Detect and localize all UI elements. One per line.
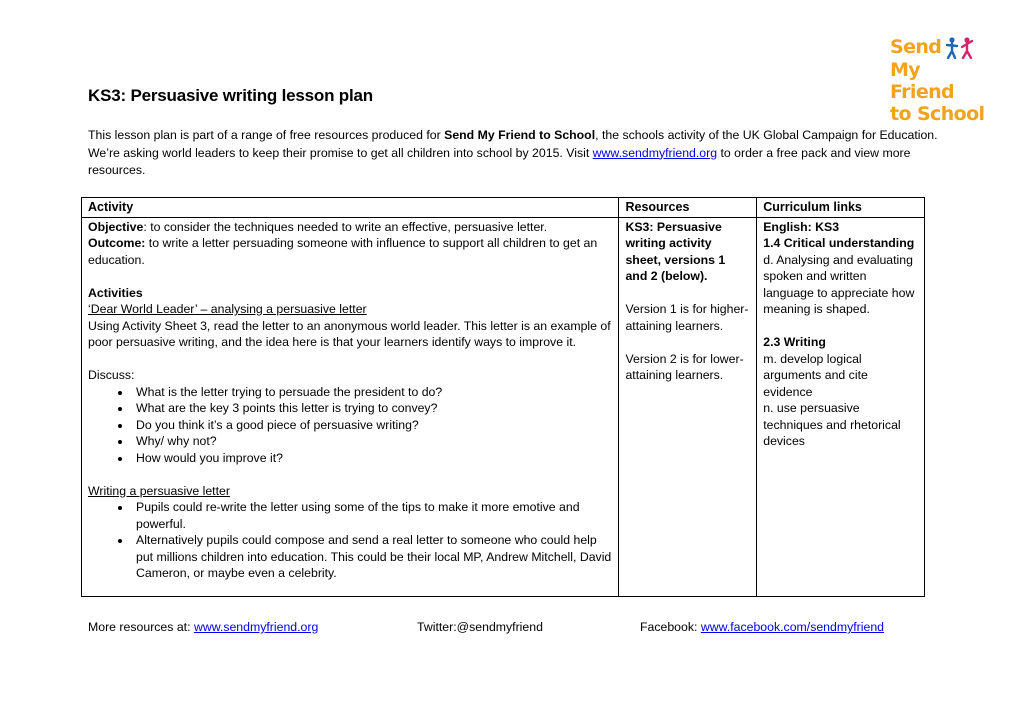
resources-cell (619, 217, 757, 597)
footer-website-link[interactable]: www.sendmyfriend.org (193, 620, 319, 634)
resources-version2: Version 2 is for lower-attaining learners. (625, 351, 744, 382)
curriculum-sub1-description: d. Analysing and evaluating spoken and written language to appreciate how meaning is shaped. (763, 252, 915, 316)
discuss-label: Discuss: (88, 368, 135, 382)
list-item: • Why/ why not? (132, 433, 612, 450)
header-activity: Activity (82, 198, 619, 218)
curriculum-sub2 (763, 334, 918, 351)
resources-main (625, 219, 750, 285)
send-my-friend-logo (890, 36, 990, 125)
intro-text-3: to order a free pack and view more resources. (88, 145, 911, 177)
curriculum-sub2-n: n. use persuasive techniques and rhetorical devices (763, 401, 901, 448)
logo-line-3: to School (890, 103, 985, 125)
list-item: • What are the key 3 points this letter is trying to convey? (132, 400, 612, 417)
outcome-label: Outcome: (88, 236, 146, 250)
intro-text-1: This lesson plan is part of a range of free resources produced for (88, 128, 445, 142)
curriculum-sub2-text: 2.3 Writing (763, 335, 826, 349)
section2-title: Writing a persuasive letter (88, 483, 230, 498)
list-item: • Alternatively pupils could compose and send a real letter to someone who could help put millions children into education. This could be their local MP, Andrew Mitchell, David Cameron, or maybe even a celebrity. (132, 532, 612, 582)
resources-version1: Version 1 is for higher-attaining learners. (625, 302, 749, 333)
discuss-list (88, 384, 612, 467)
activities-heading (88, 285, 612, 302)
curriculum-sub2-m: m. develop logical arguments and cite evidence (763, 351, 868, 399)
curriculum-cell (757, 217, 925, 597)
logo-line-1: Send (890, 36, 942, 58)
objective-text: : to consider the techniques needed to write an effective, persuasive letter. (143, 219, 548, 234)
objective-label: Objective (88, 219, 144, 234)
list-item: • Do you think it’s a good piece of persuasive writing? (132, 417, 612, 434)
footer-more-label: More resources at: (88, 620, 194, 634)
curriculum-heading (763, 219, 918, 236)
objective (88, 219, 612, 236)
table-header-row (82, 198, 925, 218)
list-item: • How would you improve it? (132, 450, 612, 467)
intro-website-link[interactable]: www.sendmyfriend.org (592, 145, 718, 160)
section1-text: Using Activity Sheet 3, read the letter to an anonymous world leader. This letter is an example of poor persuasive writing, and the idea here is that your learners identify ways to improve it. (88, 318, 611, 349)
list-item: • Pupils could re-write the letter using some of the tips to make it more emotive and powerful. (132, 499, 612, 532)
activities-heading-text: Activities (88, 285, 143, 300)
activity-cell (82, 217, 619, 597)
footer-facebook-link[interactable]: www.facebook.com/sendmyfriend (700, 620, 885, 634)
header-curriculum: Curriculum links (757, 198, 925, 218)
intro-org-name: Send My Friend to School (444, 128, 596, 142)
curriculum-sub1 (763, 235, 918, 252)
outcome (88, 235, 612, 268)
page-title: KS3: Persuasive writing lesson plan (88, 86, 373, 105)
list-item: • What is the letter trying to persuade the president to do? (132, 384, 612, 401)
table-row (82, 217, 925, 597)
outcome-text: to write a letter persuading someone with influence to support all children to get an education. (88, 236, 598, 267)
lesson-plan-table (81, 197, 925, 597)
section1-title: ‘Dear World Leader’ – analysing a persuasive letter (88, 302, 367, 316)
footer-twitter: Twitter:@sendmyfriend (417, 620, 543, 634)
footer-facebook-label: Facebook: (640, 620, 701, 634)
intro-paragraph (88, 127, 938, 180)
header-resources: Resources (619, 198, 757, 218)
footer-facebook (640, 620, 884, 634)
writing-list (88, 499, 612, 582)
footer-more-resources (88, 620, 318, 634)
logo-line-2: My Friend (890, 59, 955, 103)
intro-text-2: , the schools activity of the UK Global Campaign for Education. We’re asking world leaders to keep their promise to get all children into school by 2015. Visit (88, 128, 938, 160)
children-figures-icon (944, 37, 978, 59)
curriculum-sub1-text: 1.4 Critical understanding (763, 236, 915, 250)
curriculum-heading-text: English: KS3 (763, 219, 840, 234)
resources-main-text: KS3: Persuasive writing activity sheet, versions 1 and 2 (below). (625, 219, 726, 283)
